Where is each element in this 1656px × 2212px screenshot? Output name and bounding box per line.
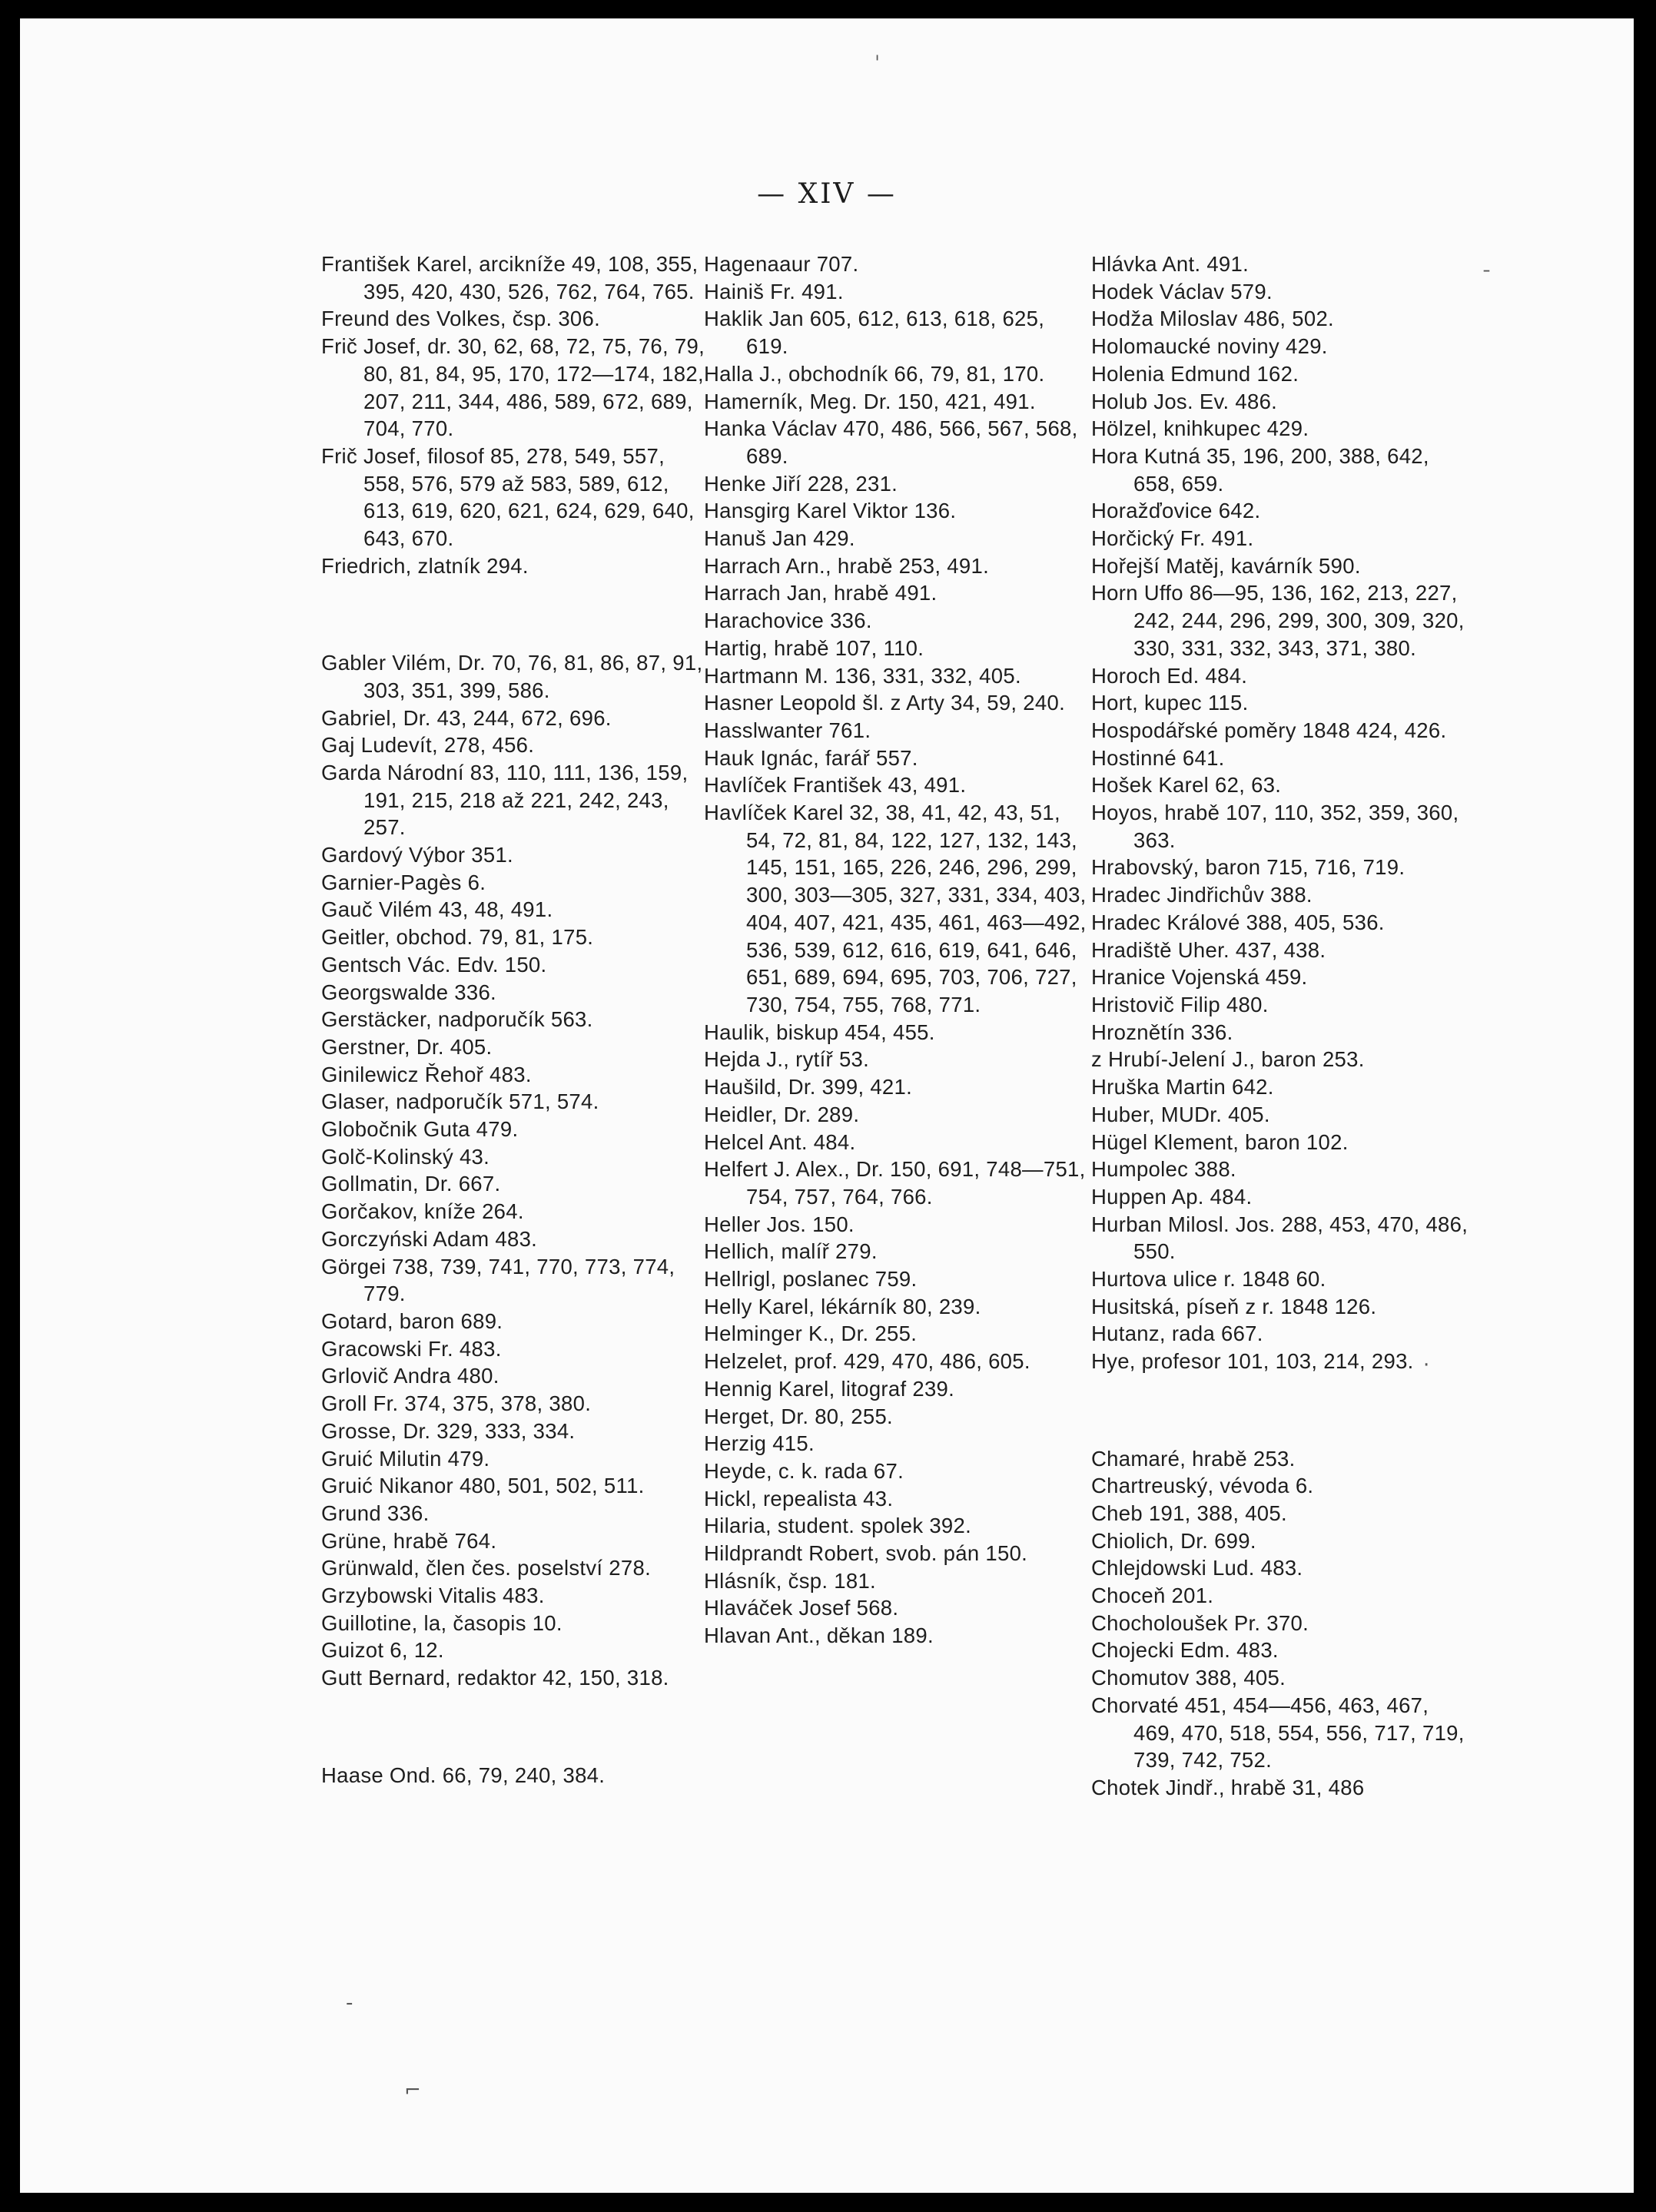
index-entry: Hradec Králové 388, 405, 536. [1091,910,1385,934]
index-entry: Heidler, Dr. 289. [704,1102,860,1126]
scan-speck: · [1423,1354,1430,1377]
index-entry: Hildprandt Robert, svob. pán 150. [704,1541,1028,1566]
index-entry: Holub Jos. Ev. 486. [1091,389,1278,413]
index-entry: Chojecki Edm. 483. [1091,1638,1279,1663]
index-entry: Harrach Jan, hrabě 491. [704,581,938,605]
index-entry: Hanuš Jan 429. [704,526,855,551]
index-entry: Görgei 738, 739, 741, 770, 773, 774, 779. [321,1254,675,1306]
index-entry: Gruić Milutin 479. [321,1446,490,1471]
index-entry: Guizot 6, 12. [321,1638,444,1663]
index-entry: Chocholoušek Pr. 370. [1091,1610,1309,1635]
index-entry: Hlávka Ant. 491. [1091,252,1249,276]
index-entry: Grlovič Andra 480. [321,1364,499,1388]
index-entry: Hořejší Matěj, kavárník 590. [1091,553,1361,578]
index-entry: Hansgirg Karel Viktor 136. [704,499,957,523]
index-entry: Hodek Václav 579. [1091,279,1273,303]
index-entry: Gruić Nikanor 480, 501, 502, 511. [321,1474,645,1498]
index-entry: Hasslwanter 761. [704,718,871,742]
index-entry: Groll Fr. 374, 375, 378, 380. [321,1391,592,1416]
index-entry: Hagenaaur 707. [704,252,859,276]
index-entry: Golč-Kolinský 43. [321,1144,490,1169]
index-entry: Freund des Volkes, čsp. 306. [321,307,601,331]
index-entry: Haase Ond. 66, 79, 240, 384. [321,1763,606,1787]
index-entry: Hlaváček Josef 568. [704,1596,899,1620]
index-entry: Horčický Fr. 491. [1091,526,1254,551]
index-entry: Grüne, hrabě 764. [321,1528,497,1553]
index-entry: Hejda J., rytíř 53. [704,1047,870,1072]
index-entry: Hennig Karel, litograf 239. [704,1376,955,1401]
index-entry: Huppen Ap. 484. [1091,1184,1253,1209]
index-entry: Hye, profesor 101, 103, 214, 293. [1091,1349,1414,1374]
index-entry: Humpolec 388. [1091,1157,1236,1182]
index-entry: Ginilewicz Řehoř 483. [321,1062,532,1086]
index-entry: Gentsch Vác. Edv. 150. [321,952,547,977]
entry-group-gap [1091,1396,1475,1424]
index-entry: Hrabovský, baron 715, 716, 719. [1091,855,1405,880]
index-entry: Guillotine, la, časopis 10. [321,1610,563,1635]
index-entry: Hoyos, hrabě 107, 110, 352, 359, 360, 363. [1091,801,1459,852]
index-entry: Hickl, repealista 43. [704,1486,894,1511]
index-entry: Gardový Výbor 351. [321,843,513,867]
index-entry: Hradec Jindřichův 388. [1091,883,1313,907]
index-entry: Herget, Dr. 80, 255. [704,1404,893,1428]
index-entry: Herzig 415. [704,1431,815,1456]
scan-speck: ⌐ [404,2079,421,2102]
index-entry: Haklik Jan 605, 612, 613, 618, 625, 619. [704,307,1045,359]
index-entry: Hamerník, Meg. Dr. 150, 421, 491. [704,389,1036,413]
index-entry: Gauč Vilém 43, 48, 491. [321,897,553,922]
index-entry: Gotard, baron 689. [321,1309,503,1333]
index-entry: Hodža Miloslav 486, 502. [1091,307,1334,331]
index-entry: Hartmann M. 136, 331, 332, 405. [704,663,1021,688]
index-entry: Chorvaté 451, 454—456, 463, 467, 469, 470, 518, 554, 556, 717, 719, 739, 742, 752. [1091,1693,1465,1773]
index-entry: Horažďovice 642. [1091,499,1261,523]
index-entry: Grünwald, člen čes. poselství 278. [321,1556,652,1580]
index-entry: Havlíček Karel 32, 38, 41, 42, 43, 51, 54, 72, 81, 84, 122, 127, 132, 143, 145, 151, 165, 226, 246, 296, 299, 300, 303—305, 327, 331, 334, 403, 404, 407, 421, 435, 461, 463—492, 536, 539, 612, 616, 619, 641, 646, 651, 689, 694, 695, 703, 706, 727, 730, 754, 755, 768, 771. [704,801,1087,1016]
index-entry: Gerstäcker, nadporučík 563. [321,1007,593,1032]
index-entry: Holenia Edmund 162. [1091,361,1299,386]
index-entry: Hospodářské poměry 1848 424, 426. [1091,718,1447,742]
index-entry: Grosse, Dr. 329, 333, 334. [321,1418,576,1443]
entry-group-gap [321,601,705,628]
index-entry: Hranice Vojenská 459. [1091,965,1308,990]
index-entry: Hostinné 641. [1091,745,1225,770]
index-entry: Hilaria, student. spolek 392. [704,1514,972,1538]
entry-group-gap [321,1713,705,1740]
index-entry: Hruška Martin 642. [1091,1075,1274,1099]
index-entry: Chamaré, hrabě 253. [1091,1446,1296,1471]
index-entry: Cheb 191, 388, 405. [1091,1501,1287,1525]
index-column-1 [321,250,705,1789]
index-entry: Hutanz, rada 667. [1091,1322,1263,1346]
index-entry: Holomaucké noviny 429. [1091,334,1328,359]
index-entry: Heller Jos. 150. [704,1212,855,1236]
index-entry: František Karel, arcikníže 49, 108, 355, 395, 420, 430, 526, 762, 764, 765. [321,252,699,303]
index-entry: Hasner Leopold šl. z Arty 34, 59, 240. [704,691,1066,715]
index-entry: Frič Josef, dr. 30, 62, 68, 72, 75, 76, 79, 80, 81, 84, 95, 170, 172—174, 182, 207, 211, 344, 486, 589, 672, 689, 704, 770. [321,334,705,441]
index-entry: Chartreuský, vévoda 6. [1091,1474,1314,1498]
index-entry: Haušild, Dr. 399, 421. [704,1075,913,1099]
index-entry: Helly Karel, lékárník 80, 239. [704,1294,981,1318]
index-entry: Hort, kupec 115. [1091,691,1249,715]
index-entry: Hellrigl, poslanec 759. [704,1267,918,1292]
index-entry: Chomutov 388, 405. [1091,1666,1286,1690]
index-column-2 [704,250,1088,1650]
index-entry: Hanka Václav 470, 486, 566, 567, 568, 689. [704,416,1078,468]
scan-speck: ˉ [1482,267,1492,290]
index-entry: Hainiš Fr. 491. [704,279,844,303]
index-entry: Hölzel, knihkupec 429. [1091,416,1309,441]
index-entry: Garnier-Pagès 6. [321,870,486,894]
index-entry: Hellich, malíř 279. [704,1239,878,1264]
index-entry: Gerstner, Dr. 405. [321,1034,493,1059]
index-entry: Heyde, c. k. rada 67. [704,1458,904,1483]
index-entry: Gracowski Fr. 483. [321,1336,502,1361]
index-entry: Hristovič Filip 480. [1091,992,1269,1016]
index-entry: Haulik, biskup 454, 455. [704,1020,935,1044]
index-entry: Huber, MUDr. 405. [1091,1102,1270,1126]
index-entry: Gorčakov, kníže 264. [321,1199,524,1224]
index-entry: Harrach Arn., hrabě 253, 491. [704,553,990,578]
document-page [20,18,1634,2193]
index-entry: Gaj Ludevít, 278, 456. [321,733,535,758]
index-entry: Hora Kutná 35, 196, 200, 388, 642, 658, 659. [1091,443,1429,496]
index-entry: Geitler, obchod. 79, 81, 175. [321,925,594,950]
index-entry: Globočnik Guta 479. [321,1117,519,1142]
index-entry: Friedrich, zlatník 294. [321,553,529,578]
index-entry: Grund 336. [321,1501,430,1525]
index-entry: Hügel Klement, baron 102. [1091,1129,1349,1154]
page-number: — XIV — [757,178,897,210]
index-entry: Glaser, nadporučík 571, 574. [321,1089,599,1114]
index-column-3 [1091,250,1475,1802]
index-entry: Gutt Bernard, redaktor 42, 150, 318. [321,1666,669,1690]
scan-speck: ‐ [346,1991,353,2015]
index-entry: Chiolich, Dr. 699. [1091,1528,1256,1553]
index-entry: Hurtova ulice r. 1848 60. [1091,1267,1326,1292]
index-entry: Halla J., obchodník 66, 79, 81, 170. [704,361,1045,386]
index-entry: Hroznětín 336. [1091,1020,1233,1044]
index-entry: Grzybowski Vitalis 483. [321,1584,545,1608]
index-entry: Henke Jiří 228, 231. [704,471,898,496]
index-entry: Hošek Karel 62, 63. [1091,773,1282,798]
index-entry: Georgswalde 336. [321,980,496,1004]
index-entry: Hlásník, čsp. 181. [704,1568,876,1593]
index-entry: Helminger K., Dr. 255. [704,1322,918,1346]
index-entry: Horn Uffo 86—95, 136, 162, 213, 227, 242, 244, 296, 299, 300, 309, 320, 330, 331, 332, 343, 371, 380. [1091,581,1465,660]
index-entry: Hradiště Uher. 437, 438. [1091,937,1326,962]
index-entry: Helfert J. Alex., Dr. 150, 691, 748—751, 754, 757, 764, 766. [704,1157,1086,1209]
index-entry: z Hrubí-Jelení J., baron 253. [1091,1047,1365,1072]
index-entry: Gollmatin, Dr. 667. [321,1172,501,1196]
scan-speck: ˈ [874,52,881,75]
index-entry: Chlejdowski Lud. 483. [1091,1556,1303,1580]
index-entry: Chotek Jindř., hrabě 31, 486 [1091,1775,1365,1799]
index-entry: Hurban Milosl. Jos. 288, 453, 470, 486, 550. [1091,1212,1468,1264]
index-entry: Gabriel, Dr. 43, 244, 672, 696. [321,705,612,730]
index-entry: Husitská, píseň z r. 1848 126. [1091,1294,1377,1318]
index-entry: Choceň 201. [1091,1584,1214,1608]
index-entry: Hauk Ignác, farář 557. [704,745,918,770]
index-entry: Havlíček František 43, 491. [704,773,967,798]
index-entry: Helzelet, prof. 429, 470, 486, 605. [704,1349,1030,1374]
index-entry: Gorczyński Adam 483. [321,1226,538,1251]
index-entry: Frič Josef, filosof 85, 278, 549, 557, 558, 576, 579 až 583, 589, 612, 613, 619, 620, 621, 624, 629, 640, 643, 670. [321,443,695,551]
index-entry: Helcel Ant. 484. [704,1129,856,1154]
index-entry: Harachovice 336. [704,609,872,633]
index-entry: Garda Národní 83, 110, 111, 136, 159, 191, 215, 218 až 221, 242, 243, 257. [321,760,689,840]
index-entry: Hartig, hrabě 107, 110. [704,635,924,660]
index-entry: Horoch Ed. 484. [1091,663,1248,688]
index-entry: Gabler Vilém, Dr. 70, 76, 81, 86, 87, 91, 303, 351, 399, 586. [321,651,703,702]
index-entry: Hlavan Ant., děkan 189. [704,1623,934,1648]
